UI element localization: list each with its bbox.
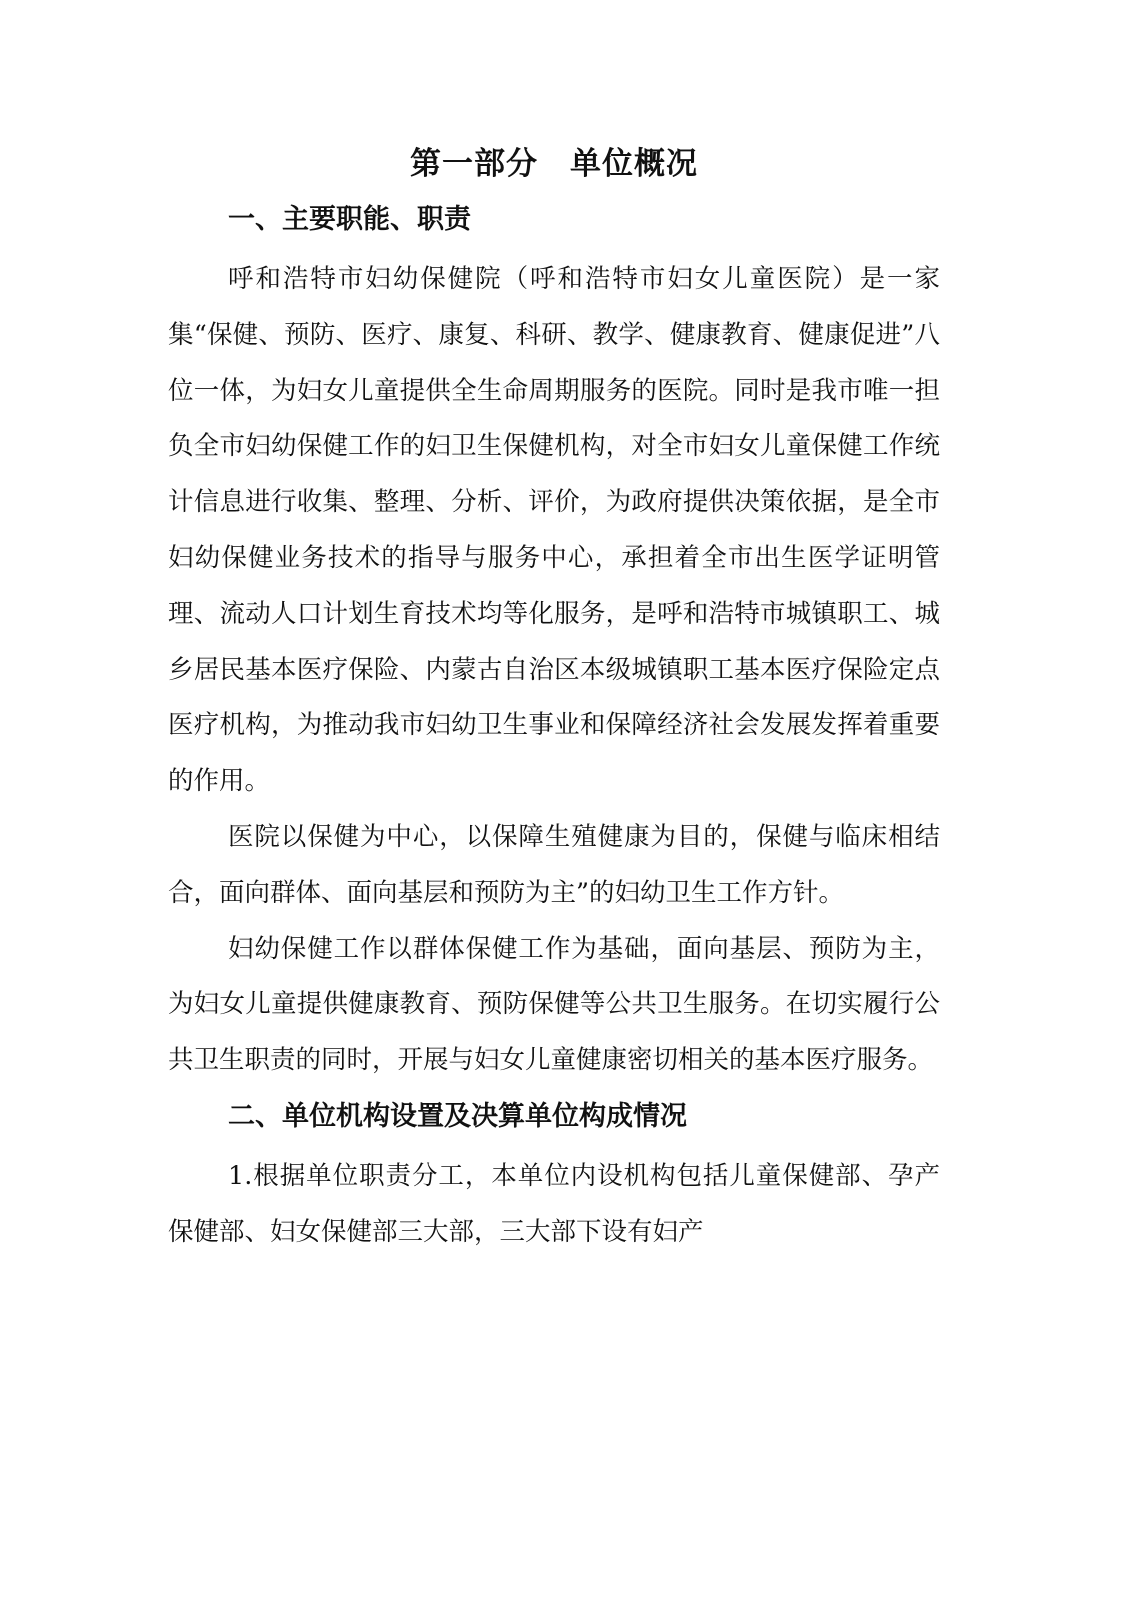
paragraph: 1.根据单位职责分工，本单位内设机构包括儿童保健部、孕产保健部、妇女保健部三大部，三大部下设有妇产	[168, 1160, 940, 1247]
paragraph: 医院以保健为中心，以保障生殖健康为目的，保健与临床相结合，面向群体、面向基层和预防为主”的妇幼卫生工作方针。	[168, 821, 940, 908]
document-title: 第一部分 单位概况	[410, 146, 698, 182]
section-heading-organization: 二、单位机构设置及决算单位构成情况	[228, 1100, 687, 1132]
document-page	[168, 140, 940, 1261]
paragraph: 妇幼保健工作以群体保健工作为基础，面向基层、预防为主，为妇女儿童提供健康教育、预防保健等公共卫生服务。在切实履行公共卫生职责的同时，开展与妇女儿童健康密切相关的基本医疗服务。	[168, 933, 940, 1076]
paragraph: 呼和浩特市妇幼保健院（呼和浩特市妇女儿童医院）是一家集“保健、预防、医疗、康复、科研、教学、健康教育、健康促进”八位一体，为妇女儿童提供全生命周期服务的医院。同时是我市唯一担负全市妇幼保健工作的妇卫生保健机构，对全市妇女儿童保健工作统计信息进行收集、整理、分析、评价，为政府提供决策依据，是全市妇幼保健业务技术的指导与服务中心，承担着全市出生医学证明管理、流动人口计划生育技术均等化服务，是呼和浩特市城镇职工、城乡居民基本医疗保险、内蒙古自治区本级城镇职工基本医疗保险定点医疗机构，为推动我市妇幼卫生事业和保障经济社会发展发挥着重要的作用。	[168, 264, 940, 797]
section-heading-functions: 一、主要职能、职责	[228, 204, 471, 235]
